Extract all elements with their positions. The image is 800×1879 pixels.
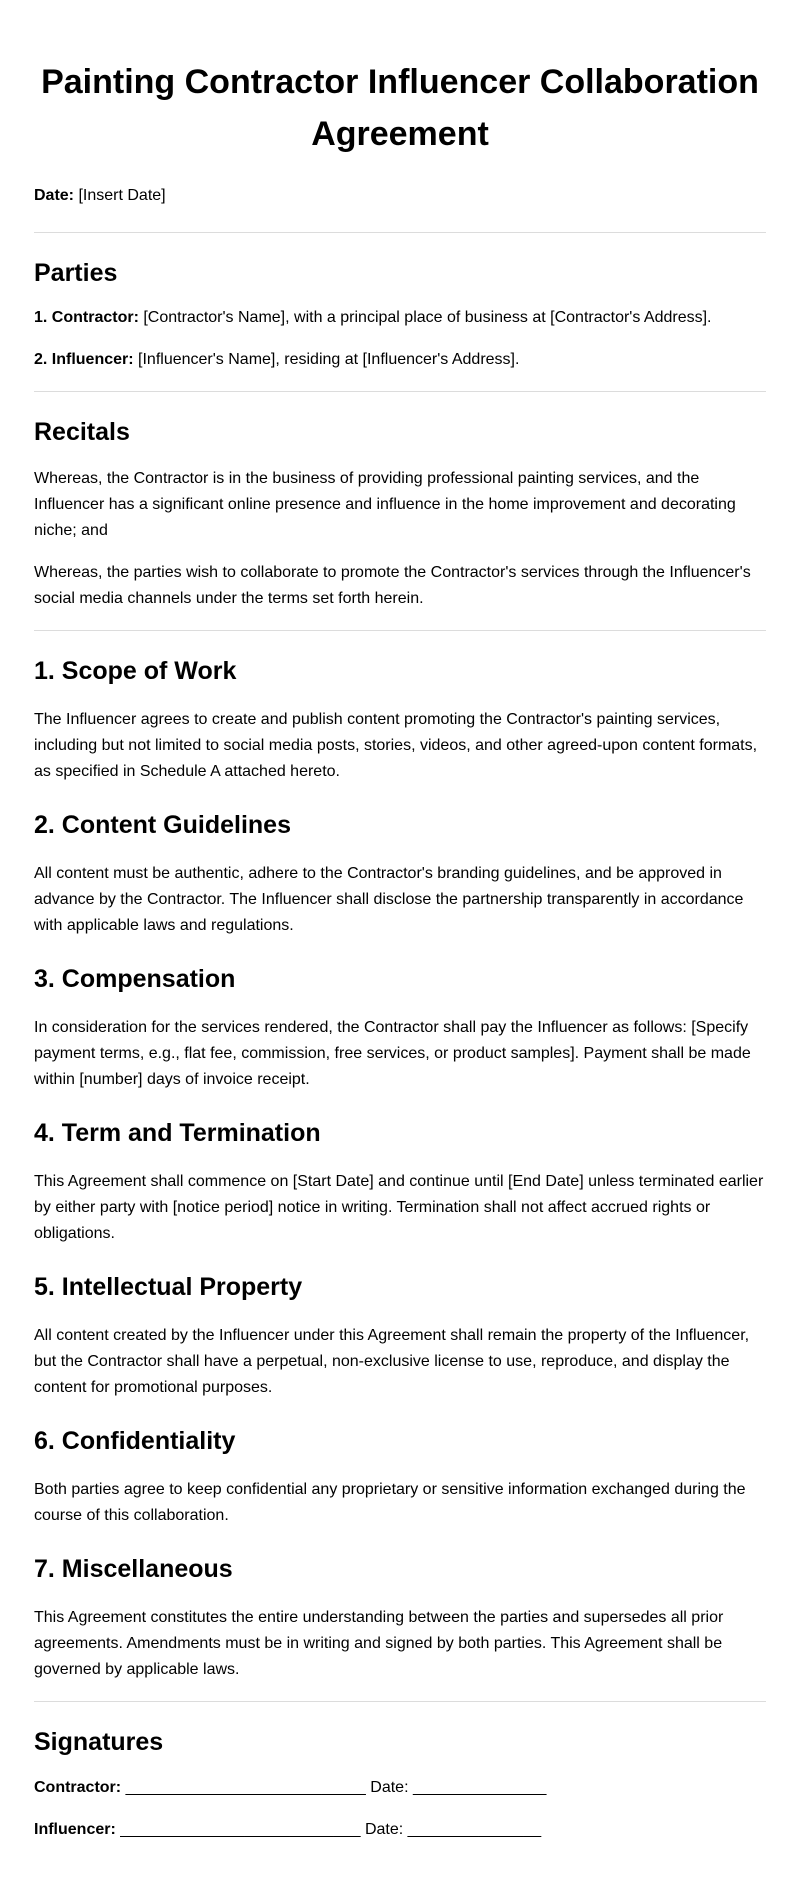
section-heading-scope-of-work: 1. Scope of Work: [34, 657, 237, 685]
section-heading-miscellaneous: 7. Miscellaneous: [34, 1555, 233, 1583]
signature-influencer-label: Influencer:: [34, 1821, 116, 1838]
section-heading-compensation: 3. Compensation: [34, 965, 236, 993]
document-title: [34, 0, 766, 160]
signature-influencer-line: ___________________________ Date: _______________: [120, 1821, 542, 1838]
section-text-miscellaneous: This Agreement constitutes the entire understanding between the parties and supersedes all prior agreements. Amendments must be in writing and signed by both parties. This Agreement shall be governed by applicable laws.: [34, 1609, 724, 1678]
section-text-term-and-termination: This Agreement shall commence on [Start Date] and continue until [End Date] unless terminated earlier by either party with [notice period] notice in writing. Termination shall not affect accrued rights or obligations.: [34, 1173, 764, 1242]
party-influencer-text: [Influencer's Name], residing at [Influencer's Address].: [138, 351, 520, 368]
party-contractor: [34, 305, 766, 331]
signature-contractor-label: Contractor:: [34, 1779, 122, 1796]
recital-paragraph-2: Whereas, the parties wish to collaborate to promote the Contractor's services through the Influencer's social media channels under the terms set forth herein.: [34, 564, 751, 607]
party-influencer-label: 2. Influencer:: [34, 351, 134, 368]
party-contractor-text: [Contractor's Name], with a principal place of business at [Contractor's Address].: [143, 309, 712, 326]
section-heading-intellectual-property: 5. Intellectual Property: [34, 1273, 303, 1301]
section-heading-term-and-termination: 4. Term and Termination: [34, 1119, 321, 1147]
section-heading-confidentiality: 6. Confidentiality: [34, 1427, 236, 1455]
date-label: Date:: [34, 187, 75, 204]
divider: [34, 1701, 766, 1702]
party-influencer: [34, 347, 766, 373]
section-text-intellectual-property: All content created by the Influencer under this Agreement shall remain the property of the Influencer, but the Contractor shall have a perpetual, non-exclusive license to use, reproduce, and display the content for promotional purposes.: [34, 1327, 750, 1396]
divider: [34, 630, 766, 631]
divider: [34, 391, 766, 392]
section-text-content-guidelines: All content must be authentic, adhere to the Contractor's branding guidelines, and be approved in advance by the Contractor. The Influencer shall disclose the partnership transparently in accordance with applicable laws and regulations.: [34, 865, 744, 934]
signature-contractor-line: ___________________________ Date: _______________: [125, 1779, 547, 1796]
title-line-1: Painting Contractor Influencer Collaboration: [41, 63, 759, 101]
signature-contractor: [34, 1778, 766, 1798]
section-text-compensation: In consideration for the services rendered, the Contractor shall pay the Influencer as follows: [Specify payment terms, e.g., flat fee, commission, free services, or product samples]. Payment shall be made within [number] days of invoice receipt.: [34, 1019, 751, 1088]
divider: [34, 232, 766, 233]
section-text-confidentiality: Both parties agree to keep confidential any proprietary or sensitive information exchanged during the course of this collaboration.: [34, 1481, 746, 1524]
section-heading-content-guidelines: 2. Content Guidelines: [34, 811, 291, 839]
recital-paragraph-1: Whereas, the Contractor is in the business of providing professional painting services, and the Influencer has a significant online presence and influence in the home improvement and decorating niche; and: [34, 470, 736, 539]
recitals-heading: Recitals: [34, 418, 130, 446]
parties-heading: Parties: [34, 259, 118, 287]
signatures-heading: Signatures: [34, 1728, 164, 1756]
signature-influencer: [34, 1820, 766, 1840]
section-text-scope-of-work: The Influencer agrees to create and publish content promoting the Contractor's painting services, including but not limited to social media posts, stories, videos, and other agreed-upon content formats, as specified in Schedule A attached hereto.: [34, 711, 758, 780]
date-value: [Insert Date]: [78, 187, 166, 204]
party-contractor-label: 1. Contractor:: [34, 309, 139, 326]
title-line-2: Agreement: [311, 115, 489, 153]
date-line: [34, 186, 766, 206]
